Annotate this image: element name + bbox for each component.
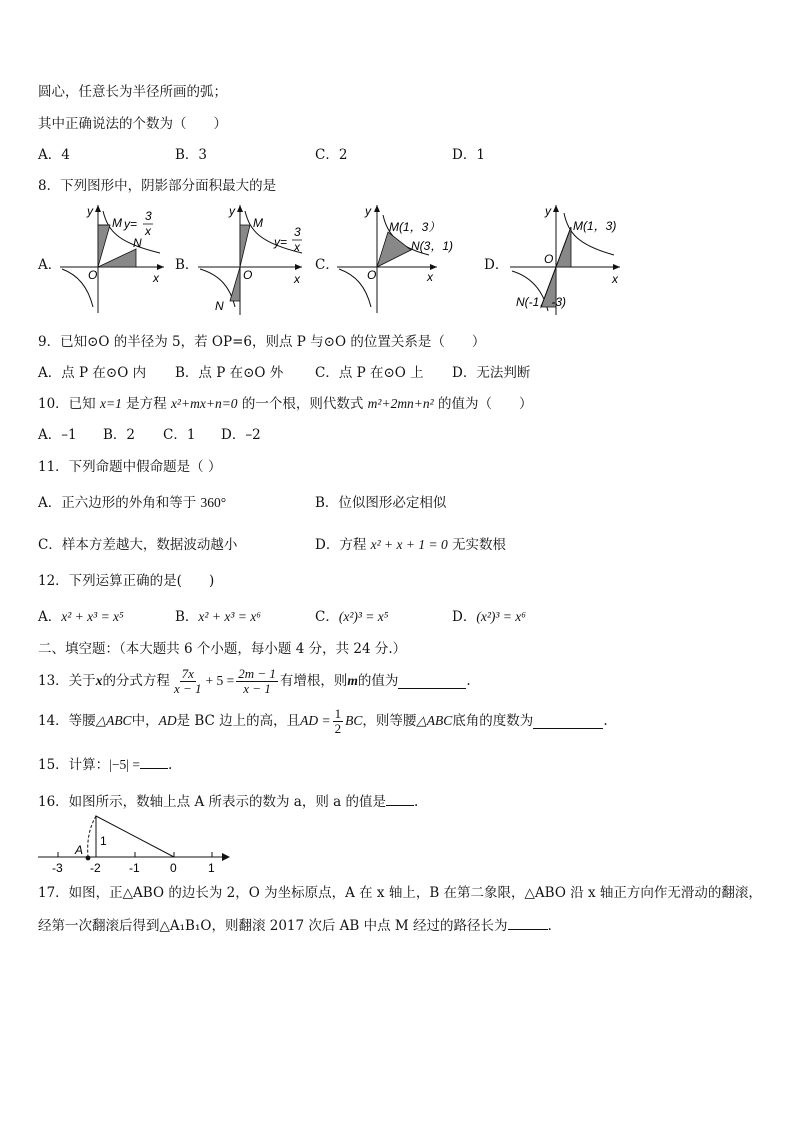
- q7-line1: 圆心，任意长为半径所画的弧；: [38, 84, 227, 100]
- q16-answer-blank[interactable]: [386, 791, 414, 806]
- point-m-label: M: [112, 216, 122, 230]
- q14-bc: BC: [345, 713, 363, 728]
- q16-end: .: [413, 794, 419, 810]
- q8-label-c: C．: [315, 257, 339, 273]
- q16-tick-neg2: -2: [90, 861, 101, 875]
- func-den: x: [294, 240, 300, 254]
- q12-option-b: [175, 608, 261, 626]
- q15-abs-expression: |−5| =: [109, 757, 140, 772]
- q13-fraction-2-den: x − 1: [243, 680, 271, 696]
- q14-end: .: [603, 713, 608, 729]
- q16-tick-1: 1: [208, 861, 215, 875]
- axis-y-label: y: [365, 204, 371, 218]
- q11-option-d-text: D．方程: [315, 537, 371, 553]
- q11-option-d: [315, 536, 506, 554]
- q10-equation: x²+mx+n=0: [170, 396, 238, 411]
- axis-y-label: y: [545, 204, 551, 218]
- q10-option-a: A．–1: [38, 427, 77, 443]
- q8-stem: 8．下列图形中，阴影部分面积最大的是: [38, 178, 277, 194]
- q16-point-a-label: A: [75, 843, 84, 857]
- axis-y-label: y: [229, 204, 235, 218]
- point-m-coords: M(1，3): [573, 219, 617, 233]
- q8-graph-a: [60, 203, 170, 313]
- q8-graph-d: [510, 203, 626, 315]
- q15-end: .: [167, 757, 173, 773]
- q9-option-b: B．点 P 在⊙O 外: [175, 365, 284, 381]
- q14-half-den: 2: [334, 720, 342, 736]
- q10-mid: 是方程: [121, 396, 171, 412]
- q13-mid: 的分式方程: [102, 673, 170, 689]
- axis-x-label: x: [612, 272, 618, 286]
- origin-label: O: [243, 268, 253, 282]
- q11-option-a-math: 360°: [200, 495, 227, 510]
- q12-option-d: [452, 608, 526, 626]
- q15-pre: 15．计算：: [38, 757, 110, 773]
- q8-label-b: B．: [175, 257, 199, 273]
- q12-option-a: [38, 608, 124, 626]
- q12-option-b-math: x² + x³ = x⁶: [198, 609, 261, 624]
- q14-half: [333, 707, 344, 736]
- q13-stem: [38, 662, 471, 700]
- q13-mid2: 有增根，则: [279, 673, 348, 689]
- point-n-coords: N(-1，-3): [516, 295, 566, 309]
- q12-option-c: [315, 608, 388, 626]
- func-num: 3: [145, 209, 152, 223]
- q13-answer-blank[interactable]: [398, 674, 466, 689]
- q14-ad: AD: [158, 713, 177, 728]
- q14-eq-left: AD =: [300, 713, 331, 728]
- q10-post: 的值为（ ）: [433, 396, 533, 412]
- q15-stem: [38, 754, 172, 774]
- origin-label: O: [367, 268, 377, 282]
- q12-stem: 12．下列运算正确的是( ): [38, 573, 215, 589]
- q15-answer-blank[interactable]: [140, 754, 168, 769]
- q7-option-c: C．2: [315, 147, 348, 163]
- origin-label: O: [544, 252, 554, 266]
- q13-var: x: [95, 673, 103, 688]
- q12-option-a-label: A．: [38, 609, 62, 625]
- q13-fraction-2-num: 2m − 1: [238, 665, 276, 681]
- q11-stem: 11．下列命题中假命题是（ ）: [38, 459, 222, 475]
- func-den: x: [145, 224, 151, 238]
- q7-option-d: D．1: [452, 147, 485, 163]
- q12-option-d-math: (x²)³ = x⁶: [476, 609, 526, 624]
- point-m-coords: M(1，3）: [389, 220, 441, 234]
- q17-line2-text: 经第一次翻滚后得到△A₁B₁O，则翻滚 2017 次后 AB 中点 M 经过的路径长为: [38, 918, 508, 934]
- q13-post: 的值为: [357, 673, 399, 689]
- q10-stem: [38, 395, 533, 413]
- q8-label-a: A．: [38, 257, 62, 273]
- q9-option-d: D．无法判断: [452, 365, 531, 381]
- q8-graph-b: [198, 203, 310, 315]
- q12-option-b-label: B．: [175, 609, 199, 625]
- axis-x-label: x: [294, 272, 300, 286]
- func-num: 3: [294, 225, 301, 239]
- q10-expression: m²+2mn+n²: [367, 396, 434, 411]
- q16-tick-neg1: -1: [129, 861, 140, 875]
- q9-stem: 9．已知⊙O 的半径为 5，若 OP=6，则点 P 与⊙O 的位置关系是（ ）: [38, 334, 486, 350]
- q11-option-c: C．样本方差越大，数据波动越小: [38, 537, 238, 553]
- q13-fraction-1-den: x − 1: [173, 680, 202, 696]
- point-n-label: N: [215, 299, 224, 313]
- q17-line1: 17．如图，正△ABO 的边长为 2，O 为坐标原点，A 在 x 轴上，B 在第二象限，△ABO 沿 x 轴正方向作无滑动的翻滚，: [38, 885, 762, 901]
- point-n-coords: N(3，1): [411, 239, 454, 253]
- q10-option-c: C．1: [163, 427, 196, 443]
- q13-plus: + 5 =: [205, 673, 235, 688]
- origin-label: O: [88, 268, 98, 282]
- section-fill-blank-heading: 二、填空题：（本大题共 6 个小题，每小题 4 分，共 24 分.）: [38, 641, 407, 657]
- axis-y-label: y: [87, 204, 93, 218]
- q16-stem: [38, 791, 418, 811]
- q8-label-d: D．: [484, 257, 509, 273]
- q13-m: m: [347, 673, 358, 688]
- point-m-label: M: [253, 216, 263, 230]
- q11-option-d-post: 无实数根: [447, 537, 507, 553]
- q7-option-a: A．4: [38, 147, 70, 163]
- q17-answer-blank[interactable]: [508, 915, 548, 930]
- q9-option-a: A．点 P 在⊙O 内: [38, 365, 147, 381]
- q7-option-b: B．3: [175, 147, 208, 163]
- q10-pre: 10．已知: [38, 396, 100, 412]
- q10-mid2: 的一个根，则代数式: [237, 396, 368, 412]
- q12-option-c-label: C．: [315, 609, 339, 625]
- q14-answer-blank[interactable]: [533, 714, 603, 729]
- q13-pre: 13．关于: [38, 673, 96, 689]
- q9-option-c: C．点 P 在⊙O 上: [315, 365, 424, 381]
- q12-option-c-math: (x²)³ = x⁵: [338, 609, 389, 624]
- q13-fraction-2: [236, 667, 278, 696]
- q13-end: .: [466, 673, 471, 689]
- q14-mid2: 是 BC 边上的高，且: [176, 713, 301, 729]
- q10-x1: x=1: [99, 396, 122, 411]
- q14-pre: 14．等腰: [38, 713, 96, 729]
- q11-option-a: [38, 494, 226, 512]
- axis-x-label: x: [427, 270, 433, 284]
- axis-x-label: x: [153, 271, 159, 285]
- q13-fraction-1-num: 7x: [181, 665, 194, 681]
- q7-line2: 其中正确说法的个数为（ ）: [38, 116, 227, 132]
- q10-option-b: B．2: [103, 427, 136, 443]
- q14-triangle-2: △ABC: [416, 713, 453, 728]
- q12-option-d-label: D．: [452, 609, 477, 625]
- q16-height-label: 1: [100, 834, 107, 848]
- q11-option-d-math: x² + x + 1 = 0: [370, 537, 448, 552]
- q16-tick-0: 0: [170, 861, 177, 875]
- q16-text: 16．如图所示，数轴上点 A 所表示的数为 a，则 a 的值是: [38, 794, 386, 810]
- q14-mid3: ，则等腰: [362, 713, 417, 729]
- q11-option-a-text: A．正六边形的外角和等于: [38, 495, 201, 511]
- q12-option-a-math: x² + x³ = x⁵: [61, 609, 124, 624]
- q16-number-line: [38, 812, 233, 880]
- q14-post: 底角的度数为: [452, 713, 534, 729]
- q16-tick-neg3: -3: [52, 861, 63, 875]
- point-n-label: N: [133, 236, 142, 250]
- q14-stem: [38, 703, 608, 739]
- q14-triangle: △ABC: [95, 713, 132, 728]
- q8-graph-c: [337, 203, 467, 313]
- q14-mid: 中，: [131, 713, 159, 729]
- q10-option-d: D．–2: [221, 427, 261, 443]
- q13-fraction-1: [172, 667, 204, 696]
- q17-line2: [38, 915, 552, 935]
- q17-end: .: [547, 918, 552, 934]
- func-label: y=: [274, 235, 288, 249]
- func-label: y=: [124, 217, 138, 231]
- q14-half-num: 1: [334, 705, 342, 721]
- q11-option-b: B．位似图形必定相似: [315, 495, 447, 511]
